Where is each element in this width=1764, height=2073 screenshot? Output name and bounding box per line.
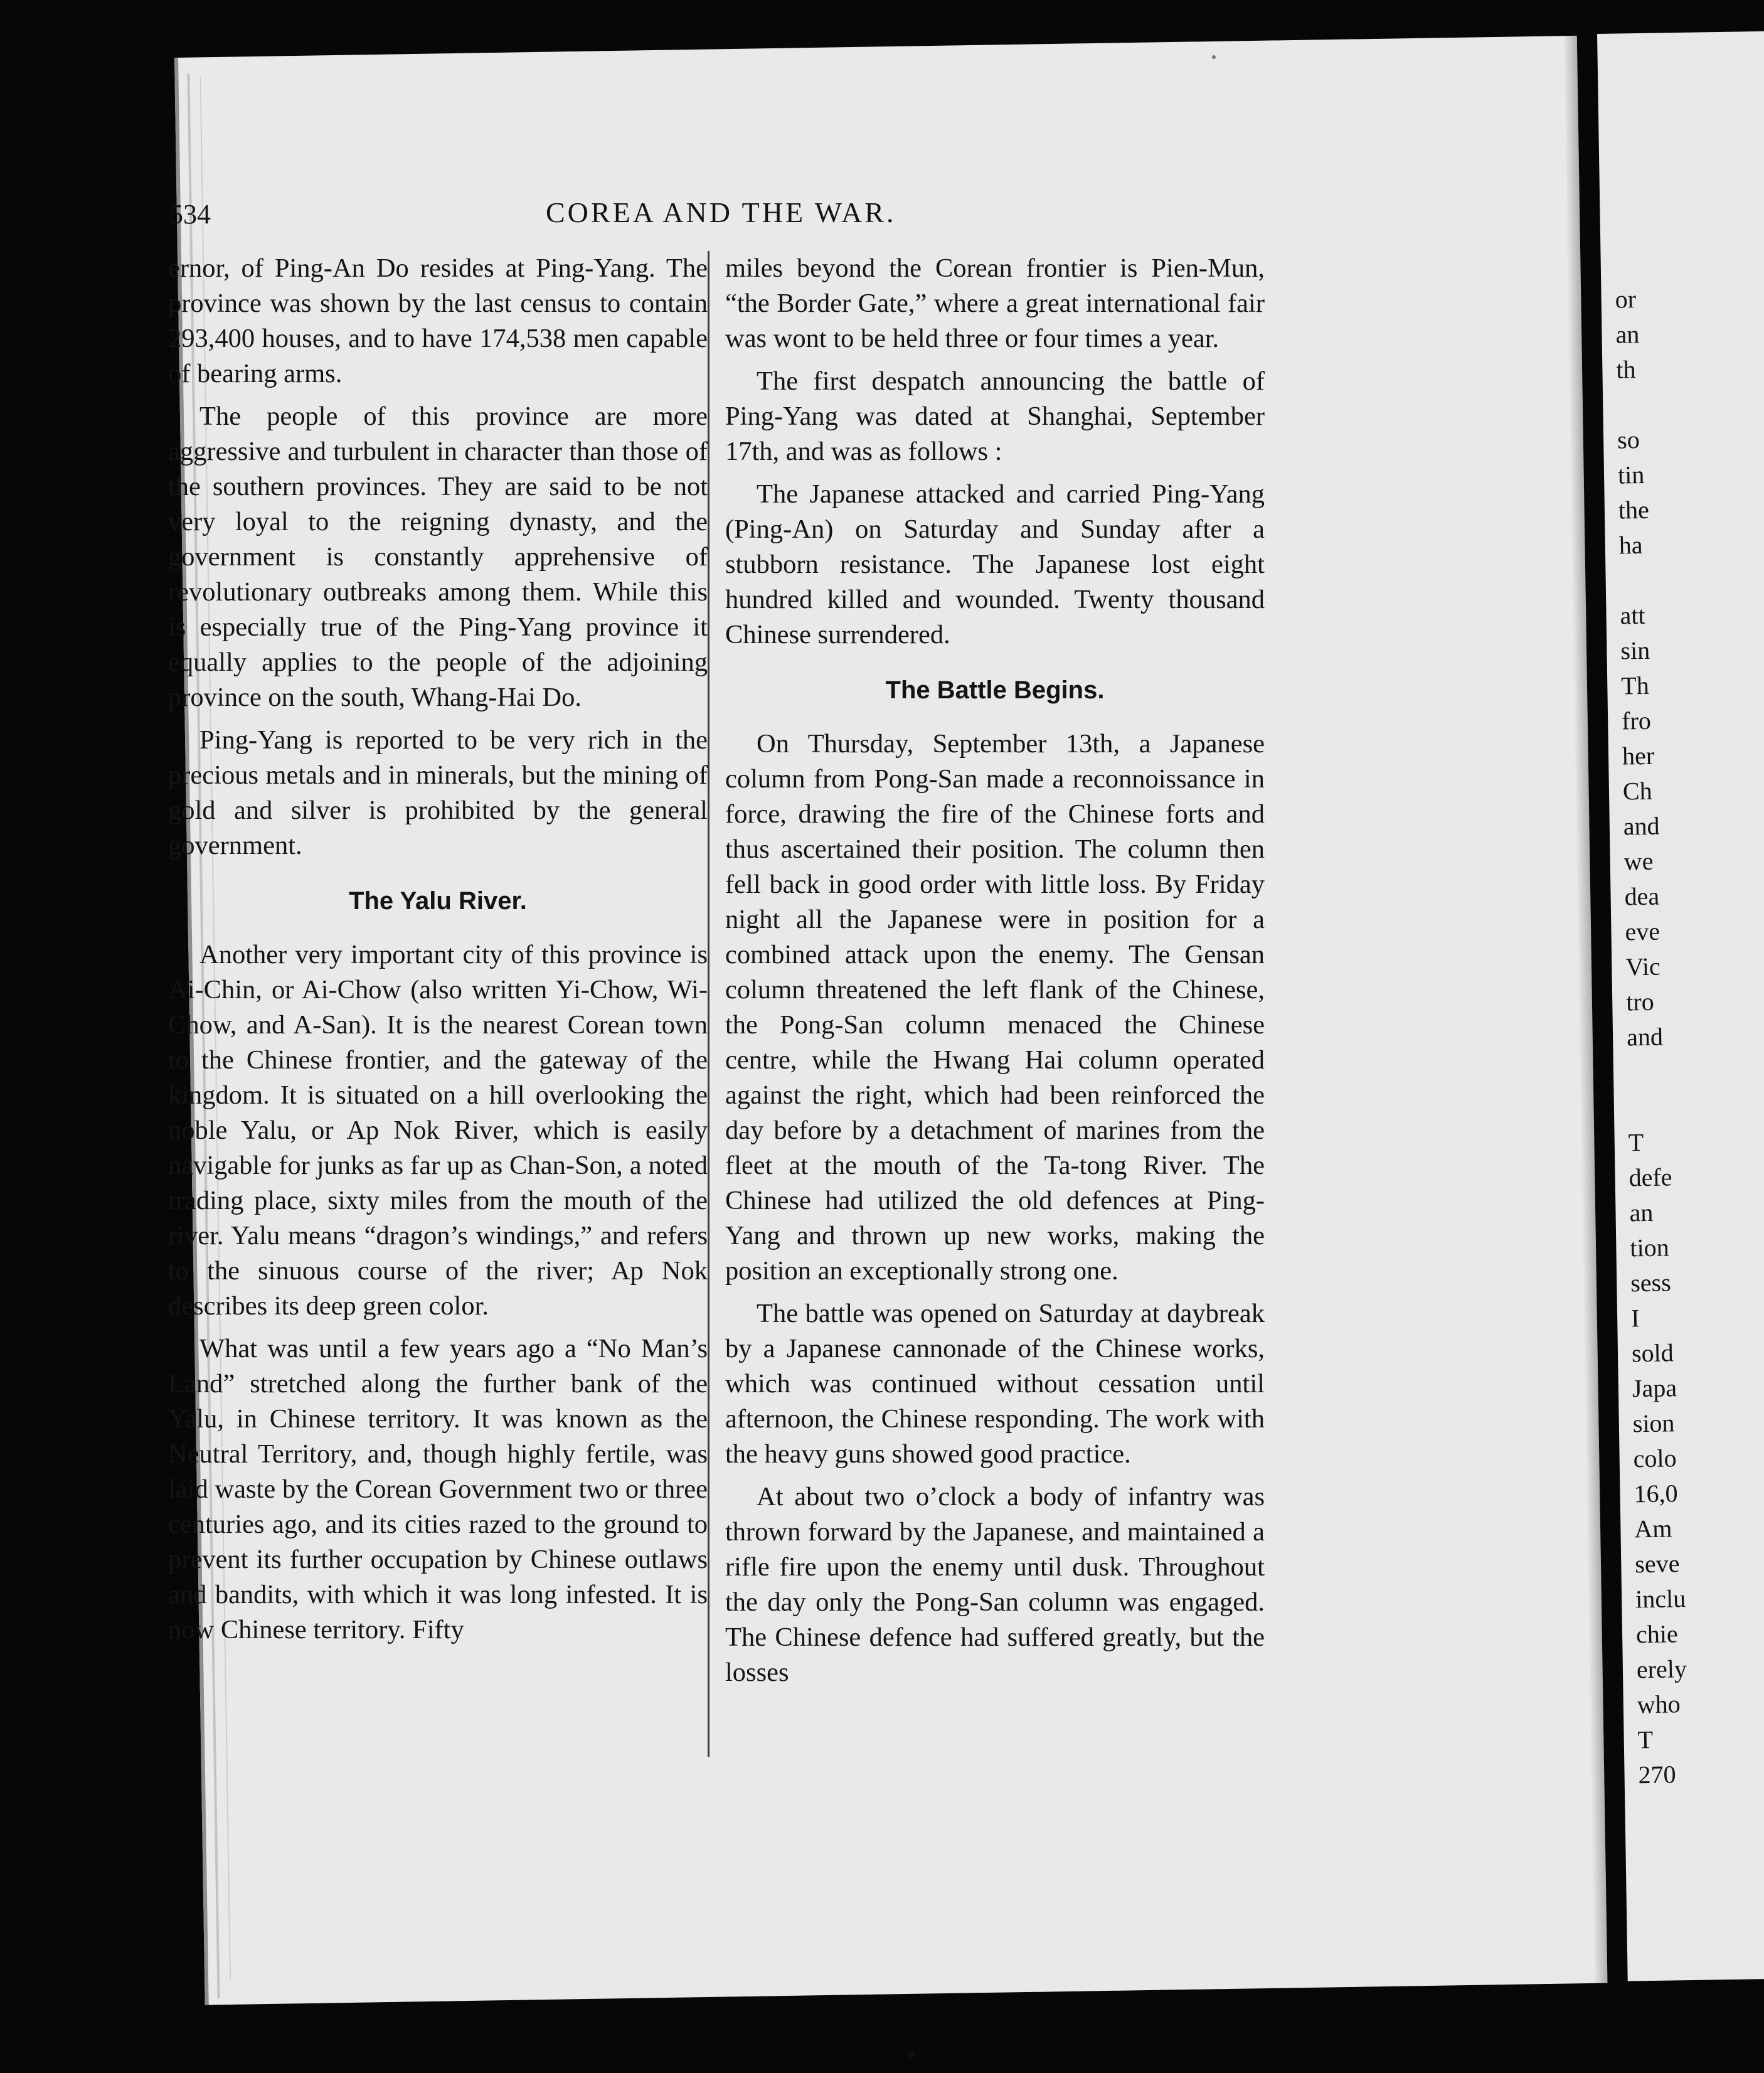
scan-speck [908, 2052, 915, 2058]
facing-page-line: Ch [1622, 776, 1652, 806]
paragraph: ernor, of Ping-An Do resides at Ping-Yang. The province was shown by the last census to contain 293,400 houses, and to have 174,538 men capable of bearing arms. [168, 253, 708, 388]
paragraph: At about two o’clock a body of infantry was thrown forward by the Japanese, and maintained a rifle fire upon the enemy until dusk. Throughout the day only the Pong-San column was engaged. The Chinese defence had suffered greatly, but the losses [725, 1482, 1265, 1687]
facing-page-line: so [1617, 425, 1640, 454]
paragraph: Ping-Yang is reported to be very rich in the precious metals and in minerals, but the mining of gold and silver is prohibited by the general government. [168, 725, 708, 860]
scan-speck [1212, 55, 1216, 59]
facing-page-line: Am [1634, 1514, 1672, 1543]
page-number: 534 [169, 199, 211, 230]
facing-page-line: who [1637, 1690, 1681, 1719]
facing-page-line: inclu [1635, 1584, 1686, 1614]
facing-page-line: chie [1635, 1619, 1679, 1649]
facing-page-line: we [1623, 846, 1654, 876]
facing-page-line: tro [1625, 987, 1655, 1016]
page-header [169, 198, 1223, 236]
facing-page-line: Th [1620, 671, 1650, 700]
paragraph: On Thursday, September 13th, a Japanese column from Pong-San made a reconnoissance in force, drawing the fire of the Chinese forts and thus ascertained their position. The column then fell back in good order with little loss. By Friday night all the Japanese were in position for a combined attack upon the enemy. The Gensan column threatened the left flank of the Chinese, the Pong-San column menaced the Chinese centre, while the Hwang Hai column operated against the right, which had been reinforced the day before by a detachment of marines from the fleet at the mouth of the Ta-tong River. The Chinese had utilized the old defences at Ping-Yang and thrown up new works, making the position an exceptionally strong one. [725, 729, 1265, 1286]
paragraph: The battle was opened on Saturday at daybreak by a Japanese cannonade of the Chinese works, which was continued without cessation until afternoon, the Chinese responding. The work with the heavy guns showed good practice. [725, 1299, 1265, 1469]
facing-page-line: or [1615, 285, 1637, 314]
facing-page-line: T [1628, 1128, 1644, 1157]
right-text-column [725, 251, 1265, 1698]
facing-page [1597, 31, 1764, 1981]
paragraph: Another very important city of this province is Ai-Chin, or Ai-Chow (also written Yi-Chow, Wi-Chow, and A-San). It is the nearest Corean town to the Chinese frontier, and the gateway of the kingdom. It is situated on a hill overlooking the noble Yalu, or Ap Nok River, which is easily navigable for junks as far up as Chan-Son, a noted trading place, sixty miles from the mouth of the river. Yalu means “dragon’s windings,” and refers to the sinuous course of the river; Ap Nok describes its deep green color. [168, 940, 708, 1321]
facing-page-line: 270 [1638, 1760, 1676, 1789]
facing-page-line: seve [1634, 1549, 1680, 1579]
facing-page-line: and [1626, 1022, 1664, 1052]
facing-page-line: dea [1624, 882, 1660, 911]
paragraph: miles beyond the Corean frontier is Pien-Mun, “the Border Gate,” where a great international fair was wont to be held three or four times a year. [725, 253, 1265, 353]
paragraph: The people of this province are more aggressive and turbulent in character than those of the southern provinces. They are said to be not very loyal to the reigning dynasty, and the government is constantly apprehensive of revolutionary outbreaks among them. While this is especially true of the Ping-Yang province it equally applies to the people of the adjoining province on the south, Whang-Hai Do. [168, 402, 708, 712]
facing-page-line: att [1620, 600, 1645, 630]
facing-page-line: sin [1620, 636, 1650, 665]
facing-page-line: and [1623, 811, 1660, 841]
facing-page-line: T [1637, 1725, 1654, 1754]
facing-page-line: sold [1631, 1338, 1674, 1368]
facing-page-line: ha [1618, 530, 1643, 560]
left-text-column [168, 251, 708, 1655]
facing-page-text [1597, 31, 1764, 1789]
paragraph: The Japanese attacked and carried Ping-Yang (Ping-An) on Saturday and Sunday after a stubborn resistance. The Japanese lost eight hundred killed and wounded. Twenty thousand Chinese surrendered. [725, 479, 1265, 649]
spine-shadow [1563, 36, 1608, 1983]
facing-page-line: I [1630, 1304, 1640, 1333]
facing-page-line: her [1622, 741, 1655, 770]
facing-page-line: defe [1629, 1163, 1672, 1192]
facing-page-line: Vic [1625, 952, 1661, 981]
facing-page-line: 16,0 [1634, 1479, 1678, 1508]
facing-page-line: eve [1625, 917, 1660, 946]
facing-page-line: an [1629, 1198, 1654, 1227]
facing-page-line: sion [1632, 1409, 1675, 1438]
facing-page-line: Japa [1632, 1373, 1677, 1403]
facing-page-line: tion [1630, 1233, 1669, 1262]
facing-page-line: fro [1621, 706, 1652, 735]
paragraph: The first despatch announcing the battle of Ping-Yang was dated at Shanghai, September 17th, and was as follows : [725, 366, 1265, 466]
paragraph: What was until a few years ago a “No Man’s Land” stretched along the further bank of the Yalu, in Chinese territory. It was known as the Neutral Territory, and, though highly fertile, was laid waste by the Corean Government two or three centuries ago, and its cities razed to the ground to prevent its further occupation by Chinese outlaws and bandits, with which it was long infested. It is now Chinese territory. Fifty [168, 1334, 708, 1644]
column-divider [708, 251, 709, 1757]
section-heading: The Yalu River. [349, 887, 527, 915]
facing-page-line: sess [1630, 1268, 1672, 1298]
facing-page-line: th [1616, 355, 1636, 384]
section-heading: The Battle Begins. [885, 676, 1105, 704]
running-head: COREA AND THE WAR. [546, 196, 896, 228]
facing-page-line: colo [1633, 1444, 1677, 1473]
facing-page-line: erely [1636, 1655, 1687, 1684]
facing-page-line: an [1615, 320, 1640, 349]
facing-page-line: the [1618, 495, 1650, 525]
facing-page-line: tin [1617, 460, 1645, 489]
